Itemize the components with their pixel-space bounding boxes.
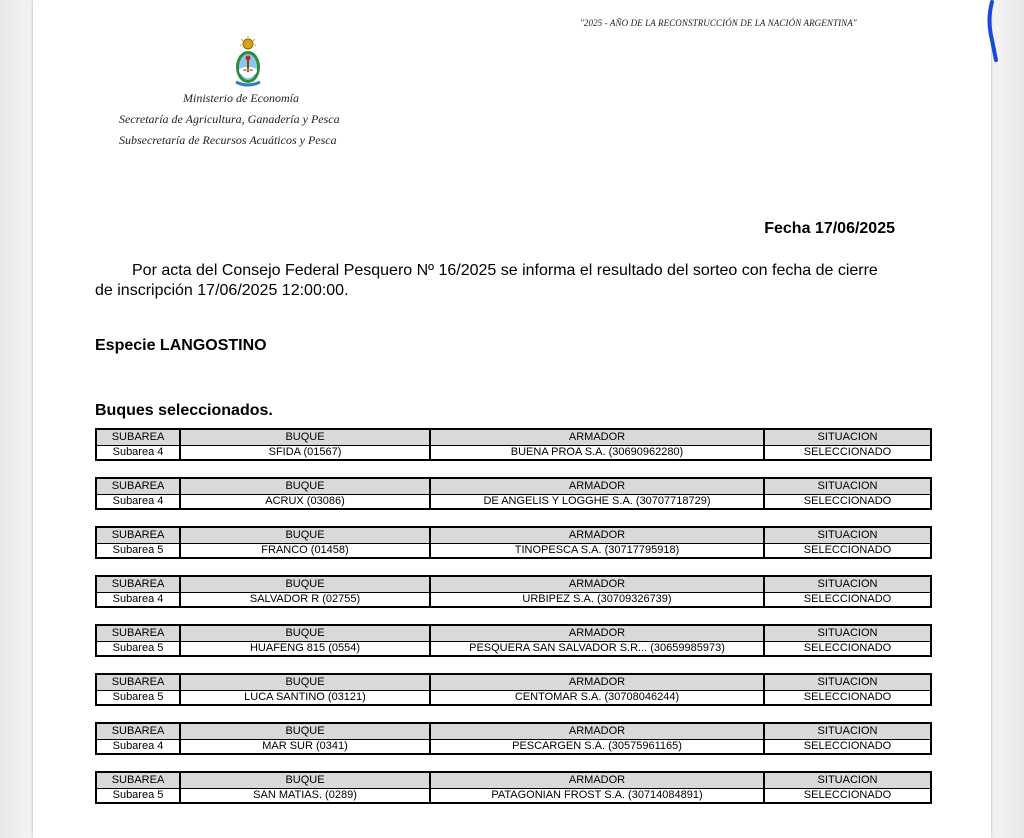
situacion-header: SITUACION	[764, 625, 931, 641]
subarea-cell: Subarea 5	[96, 543, 180, 558]
armador-header: ARMADOR	[430, 429, 764, 445]
situacion-header: SITUACION	[764, 429, 931, 445]
intro-paragraph	[95, 261, 895, 301]
species-heading: Especie LANGOSTINO	[95, 337, 267, 354]
armador-header: ARMADOR	[430, 527, 764, 543]
buque-header: BUQUE	[180, 478, 430, 494]
subarea-header: SUBAREA	[96, 576, 180, 592]
viewer-right-margin	[992, 0, 1024, 838]
armador-header: ARMADOR	[430, 723, 764, 739]
document-page	[33, 0, 991, 838]
selected-vessels-heading: Buques seleccionados.	[95, 402, 273, 419]
owner-cell: TINOPESCA S.A. (30717795918)	[430, 543, 764, 558]
vessel-table	[95, 575, 932, 608]
scroll-indicator[interactable]	[984, 0, 1004, 62]
buque-header: BUQUE	[180, 723, 430, 739]
vessel-table	[95, 624, 932, 657]
intro-text: Por acta del Consejo Federal Pesquero Nº 16/2025 se informa el resultado del sorteo con fecha de cierre de inscripción 17/06/2025 12:00:00.	[95, 262, 878, 299]
vessel-cell: FRANCO (01458)	[180, 543, 430, 558]
subarea-header: SUBAREA	[96, 674, 180, 690]
situacion-header: SITUACION	[764, 723, 931, 739]
vessel-cell: LUCA SANTINO (03121)	[180, 690, 430, 705]
vessel-cell: SAN MATIAS. (0289)	[180, 788, 430, 803]
coat-of-arms-icon	[232, 36, 264, 88]
subarea-cell: Subarea 4	[96, 445, 180, 460]
subarea-cell: Subarea 5	[96, 641, 180, 656]
vessel-cell: SFIDA (01567)	[180, 445, 430, 460]
viewer-left-margin	[0, 0, 32, 838]
vessel-cell: ACRUX (03086)	[180, 494, 430, 509]
buque-header: BUQUE	[180, 772, 430, 788]
vessel-table	[95, 526, 932, 559]
vessel-table	[95, 722, 932, 755]
owner-cell: PESCARGEN S.A. (30575961165)	[430, 739, 764, 754]
armador-header: ARMADOR	[430, 576, 764, 592]
owner-cell: URBIPEZ S.A. (30709326739)	[430, 592, 764, 607]
subarea-header: SUBAREA	[96, 723, 180, 739]
situacion-header: SITUACION	[764, 478, 931, 494]
buque-header: BUQUE	[180, 429, 430, 445]
table-header-row	[96, 478, 931, 494]
situacion-header: SITUACION	[764, 576, 931, 592]
secretariat-line: Secretaría de Agricultura, Ganadería y Pesca	[119, 112, 340, 126]
armador-header: ARMADOR	[430, 772, 764, 788]
vessel-table	[95, 673, 932, 706]
ministry-letterhead	[119, 88, 419, 151]
subarea-cell: Subarea 4	[96, 739, 180, 754]
vessel-table	[95, 477, 932, 510]
vessel-table	[95, 771, 932, 804]
buque-header: BUQUE	[180, 674, 430, 690]
table-row	[96, 690, 931, 705]
subarea-header: SUBAREA	[96, 772, 180, 788]
armador-header: ARMADOR	[430, 625, 764, 641]
table-row	[96, 445, 931, 460]
subarea-cell: Subarea 4	[96, 494, 180, 509]
owner-cell: DE ANGELIS Y LOGGHE S.A. (30707718729)	[430, 494, 764, 509]
subarea-cell: Subarea 5	[96, 690, 180, 705]
table-row	[96, 494, 931, 509]
buque-header: BUQUE	[180, 625, 430, 641]
vessel-table	[95, 428, 932, 461]
owner-cell: PATAGONIAN FROST S.A. (30714084891)	[430, 788, 764, 803]
table-row	[96, 543, 931, 558]
year-motto: "2025 - AÑO DE LA RECONSTRUCCIÓN DE LA NACIÓN ARGENTINA"	[580, 18, 857, 28]
table-row	[96, 739, 931, 754]
table-row	[96, 592, 931, 607]
status-cell: SELECCIONADO	[803, 543, 892, 556]
subarea-header: SUBAREA	[96, 527, 180, 543]
status-cell: SELECCIONADO	[803, 739, 892, 752]
vessel-cell: MAR SUR (0341)	[180, 739, 430, 754]
vessel-cell: SALVADOR R (02755)	[180, 592, 430, 607]
situacion-header: SITUACION	[764, 674, 931, 690]
status-cell: SELECCIONADO	[803, 641, 892, 654]
document-date: Fecha 17/06/2025	[764, 220, 895, 237]
vessel-tables	[95, 428, 930, 820]
subarea-header: SUBAREA	[96, 478, 180, 494]
owner-cell: PESQUERA SAN SALVADOR S.R... (30659985973)	[430, 641, 764, 656]
status-cell: SELECCIONADO	[803, 592, 892, 605]
subarea-cell: Subarea 5	[96, 788, 180, 803]
armador-header: ARMADOR	[430, 674, 764, 690]
table-row	[96, 641, 931, 656]
buque-header: BUQUE	[180, 527, 430, 543]
status-cell: SELECCIONADO	[803, 445, 892, 458]
situacion-header: SITUACION	[764, 527, 931, 543]
owner-cell: BUENA PROA S.A. (30690962280)	[430, 445, 764, 460]
table-header-row	[96, 625, 931, 641]
table-header-row	[96, 723, 931, 739]
status-cell: SELECCIONADO	[803, 690, 892, 703]
table-header-row	[96, 772, 931, 788]
status-cell: SELECCIONADO	[803, 788, 892, 801]
owner-cell: CENTOMAR S.A. (30708046244)	[430, 690, 764, 705]
buque-header: BUQUE	[180, 576, 430, 592]
ministry-line: Ministerio de Economía	[183, 91, 299, 105]
table-header-row	[96, 674, 931, 690]
table-row	[96, 788, 931, 803]
table-header-row	[96, 527, 931, 543]
armador-header: ARMADOR	[430, 478, 764, 494]
subsecretariat-line: Subsecretaría de Recursos Acuáticos y Pesca	[119, 133, 337, 147]
table-header-row	[96, 429, 931, 445]
table-header-row	[96, 576, 931, 592]
subarea-cell: Subarea 4	[96, 592, 180, 607]
vessel-cell: HUAFENG 815 (0554)	[180, 641, 430, 656]
subarea-header: SUBAREA	[96, 625, 180, 641]
status-cell: SELECCIONADO	[803, 494, 892, 507]
situacion-header: SITUACION	[764, 772, 931, 788]
subarea-header: SUBAREA	[96, 429, 180, 445]
